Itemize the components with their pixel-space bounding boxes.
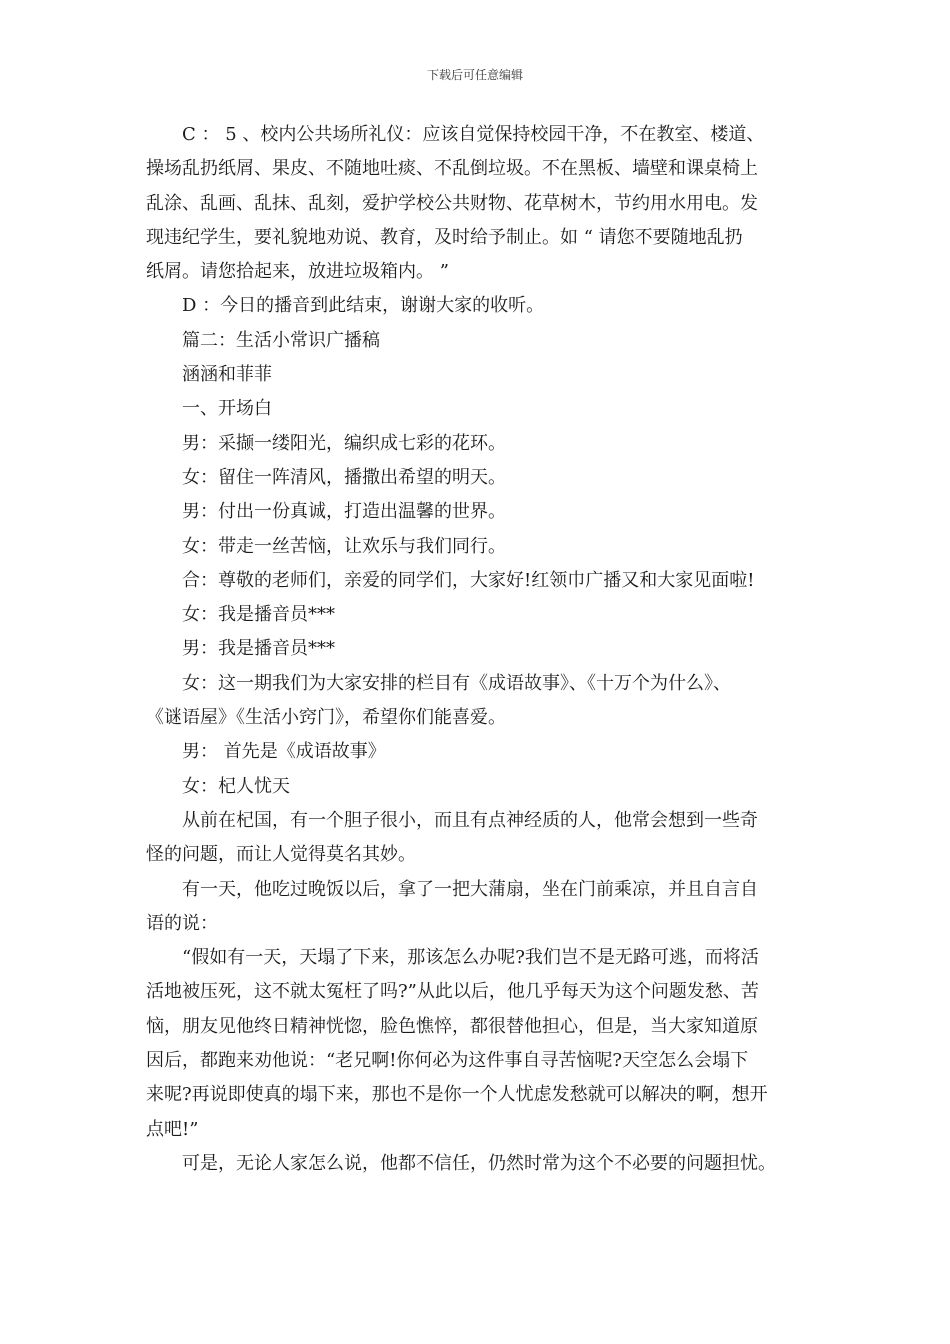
text-line: 男：付出一份真诚，打造出温馨的世界。 [182,501,506,523]
text-line: 纸屑。请您拾起来，放进垃圾箱内。 ” [146,261,449,283]
text-line: 来呢?再说即使真的塌下来，那也不是你一个人忧虑发愁就可以解决的啊，想开 [146,1084,768,1106]
text-line: 可是，无论人家怎么说，他都不信任，仍然时常为这个不必要的问题担忧。 [182,1152,776,1174]
paragraph [146,804,806,873]
text-line: “假如有一天，天塌了下来，那该怎么办呢?我们岂不是无路可逃，而将活 [182,947,759,969]
paragraph [146,770,806,804]
text-line: 合：尊敬的老师们，亲爱的同学们，大家好!红领巾广播又和大家见面啦! [182,569,755,591]
text-line: 男：我是播音员*** [182,638,335,660]
text-line: 男： 首先是《成语故事》 [182,741,386,763]
paragraph [146,118,806,289]
paragraph [146,632,806,666]
paragraph [146,1147,806,1181]
paragraph [146,461,806,495]
paragraph [146,495,806,529]
text-line: 一、开场白 [182,398,272,420]
text-line: C ： 5 、校内公共场所礼仪：应该自觉保持校园干净，不在教室、楼道、 [182,124,765,145]
text-line: 恼，朋友见他终日精神恍惚，脸色憔悴，都很替他担心，但是，当大家知道原 [146,1015,758,1037]
text-line: 点吧!” [146,1118,199,1140]
paragraph [146,941,806,1147]
text-line: 乱涂、乱画、乱抹、乱刻，爱护学校公共财物、花草树木，节约用水用电。发 [146,192,758,214]
paragraph [146,358,806,392]
paragraph [146,667,806,736]
text-line: 女：留住一阵清风，播撒出希望的明天。 [182,466,506,488]
paragraph [146,598,806,632]
paragraph [146,324,806,358]
text-line: 语的说： [146,912,218,934]
page-header: 下载后可任意编辑 [426,68,523,82]
text-line: 怪的问题，而让人觉得莫名其妙。 [146,844,416,866]
paragraph [146,427,806,461]
text-line: 操场乱扔纸屑、果皮、不随地吐痰、不乱倒垃圾。不在黑板、墙壁和课桌椅上 [146,158,758,180]
paragraph [146,735,806,769]
paragraph [146,289,806,323]
text-line: 有一天，他吃过晚饭以后，拿了一把大蒲扇，坐在门前乘凉，并且自言自 [182,878,758,900]
text-line: 女：杞人忧天 [182,775,290,797]
paragraph [146,873,806,942]
paragraph [146,530,806,564]
document-body [146,118,806,1181]
text-line: 女：这一期我们为大家安排的栏目有《成语故事》、《十万个为什么》、 [182,672,731,694]
text-line: 女：我是播音员*** [182,604,335,626]
text-line: D ：今日的播音到此结束，谢谢大家的收听。 [182,295,545,317]
text-line: 男：采撷一缕阳光，编织成七彩的花环。 [182,432,506,454]
text-line: 从前在杞国，有一个胆子很小，而且有点神经质的人，他常会想到一些奇 [182,809,758,831]
paragraph [146,392,806,426]
text-line: 篇二：生活小常识广播稿 [182,329,380,351]
text-line: 女：带走一丝苦恼，让欢乐与我们同行。 [182,535,506,557]
text-line: 活地被压死，这不就太冤枉了吗?”从此以后，他几乎每天为这个问题发愁、苦 [146,981,759,1003]
text-line: 因后，都跑来劝他说：“老兄啊!你何必为这件事自寻苦恼呢?天空怎么会塌下 [146,1050,749,1072]
text-line: 涵涵和菲菲 [182,364,272,386]
text-line: 《谜语屋》《生活小窍门》，希望你们能喜爱。 [146,707,506,729]
text-line: 现违纪学生，要礼貌地劝说、教育，及时给予制止。如 “ 请您不要随地乱扔 [146,226,743,248]
paragraph [146,564,806,598]
